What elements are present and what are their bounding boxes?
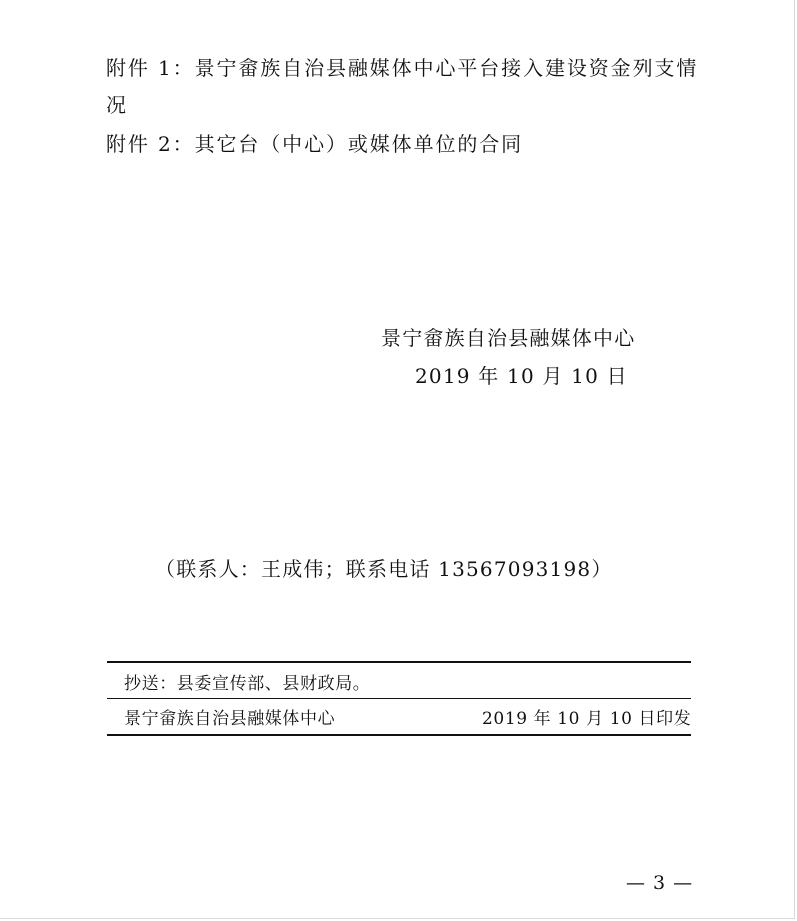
signature-organization: 景宁畲族自治县融媒体中心 [381, 326, 636, 350]
attachment-2: 附件 2：其它台（中心）或媒体单位的合同 [106, 132, 524, 156]
footer-rule-top [107, 661, 691, 663]
footer-rule-bottom [107, 734, 691, 736]
issuing-organization: 景宁畲族自治县融媒体中心 [124, 709, 336, 729]
contact-info: （联系人：王成伟；联系电话 13567093198） [155, 557, 613, 581]
attachment-1-line-2: 况 [106, 93, 128, 117]
signature-date: 2019 年 10 月 10 日 [415, 364, 628, 388]
footer-rule-middle [107, 698, 691, 699]
attachment-1-line-1: 附件 1：景宁畲族自治县融媒体中心平台接入建设资金列支情 [106, 56, 699, 80]
cc-recipients: 抄送：县委宣传部、县财政局。 [124, 674, 371, 694]
issue-date: 2019 年 10 月 10 日印发 [482, 709, 692, 729]
page-number: — 3 — [626, 872, 694, 894]
